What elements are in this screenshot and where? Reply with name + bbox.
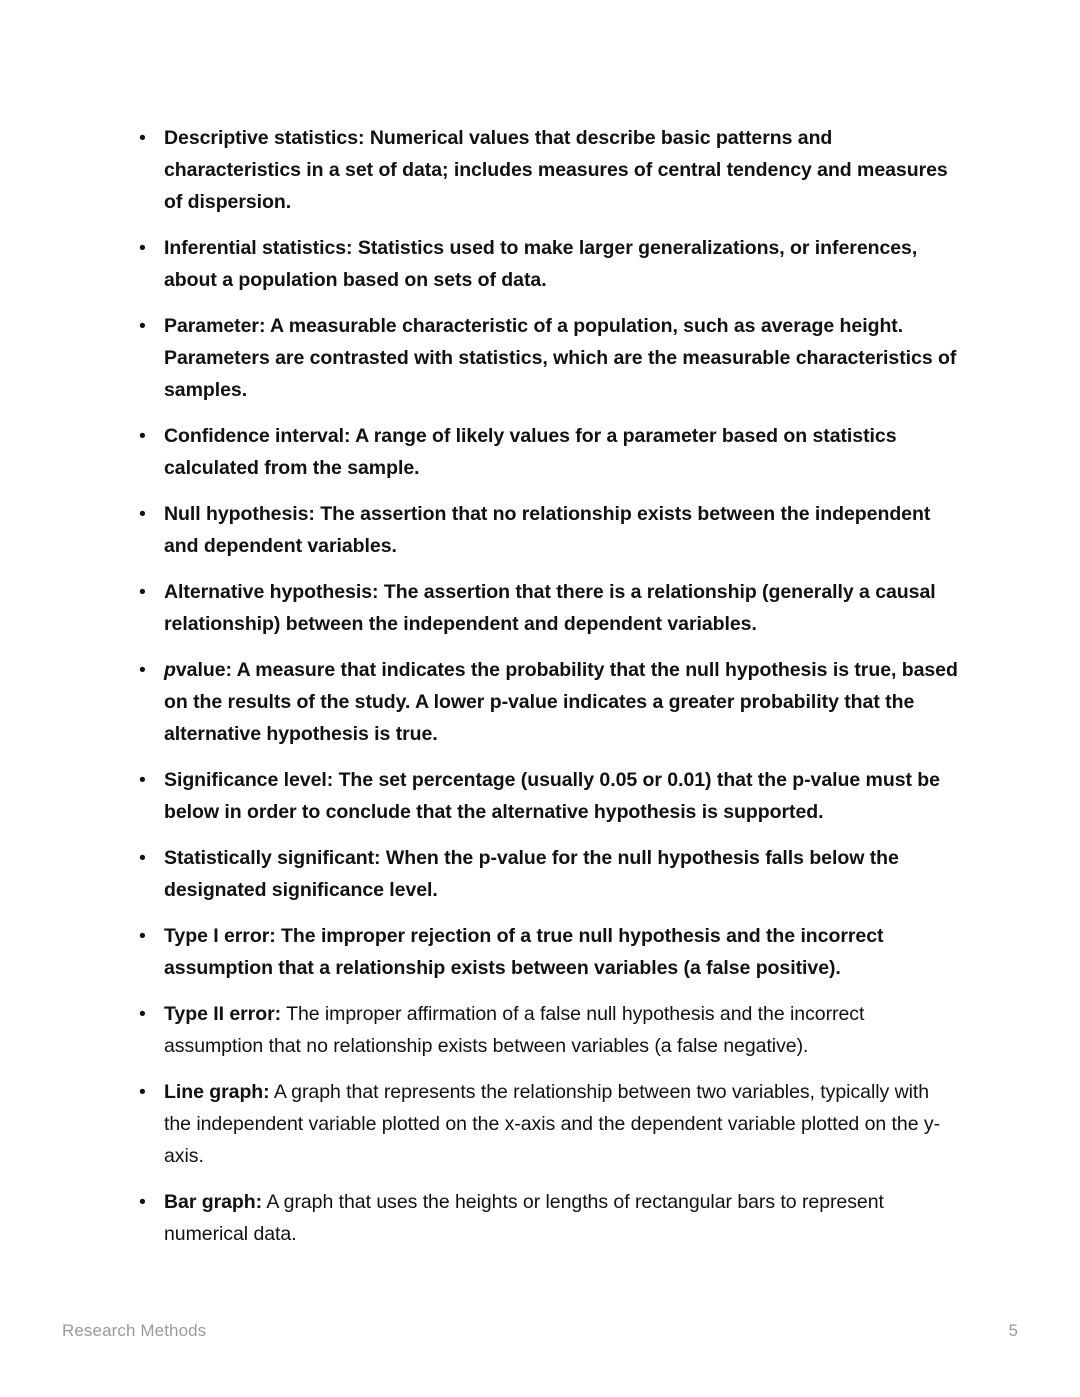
bullet-point-icon: •	[139, 925, 146, 947]
glossary-bullet-text	[164, 232, 960, 296]
glossary-term: Type II error:	[164, 1003, 282, 1025]
bullet-point-icon: •	[139, 1003, 146, 1025]
glossary-bullet-text	[164, 1076, 960, 1172]
glossary-definition: Statistics used to make larger generalizations, or inferences, about a population based on sets of data.	[164, 237, 918, 291]
glossary-term: Descriptive statistics:	[164, 127, 365, 149]
footer-document-title: Research Methods	[62, 1321, 207, 1340]
bullet-point-icon: •	[139, 769, 146, 791]
glossary-content	[130, 122, 960, 1250]
glossary-term: Statistically significant:	[164, 847, 381, 869]
glossary-term: Alternative hypothesis:	[164, 581, 379, 603]
glossary-definition: The improper rejection of a true null hypothesis and the incorrect assumption that a relationship exists between variables (a false positive).	[164, 925, 884, 979]
glossary-definition: The assertion that there is a relationship (generally a causal relationship) between the independent and dependent variables.	[164, 581, 936, 635]
glossary-definition: When the p-value for the null hypothesis falls below the designated significance level.	[164, 847, 899, 901]
glossary-bullet-item	[130, 1076, 960, 1172]
bullet-point-icon: •	[139, 315, 146, 337]
bullet-point-icon: •	[139, 1191, 146, 1213]
glossary-definition: The improper affirmation of a false null hypothesis and the incorrect assumption that no relationship exists between variables (a false negative).	[164, 1003, 865, 1057]
glossary-definition: A measurable characteristic of a population, such as average height. Parameters are contrasted with statistics, which are the measurable characteristics of samples.	[164, 315, 957, 401]
glossary-bullet-item	[130, 1186, 960, 1250]
glossary-bullet-text	[164, 420, 960, 484]
glossary-term: Line graph:	[164, 1081, 270, 1103]
glossary-term: Type I error:	[164, 925, 276, 947]
footer-page-number: 5	[1008, 1321, 1018, 1340]
glossary-term: Inferential statistics:	[164, 237, 353, 259]
bullet-point-icon: •	[139, 659, 146, 681]
glossary-bullet-list	[130, 122, 960, 1250]
bullet-point-icon: •	[139, 425, 146, 447]
glossary-definition: A graph that uses the heights or lengths of rectangular bars to represent numerical data.	[164, 1191, 884, 1245]
glossary-definition: Numerical values that describe basic patterns and characteristics in a set of data; includes measures of central tendency and measures of dispersion.	[164, 127, 948, 213]
bullet-point-icon: •	[139, 847, 146, 869]
glossary-term: Parameter:	[164, 315, 266, 337]
glossary-definition: The assertion that no relationship exists between the independent and dependent variables.	[164, 503, 931, 557]
glossary-bullet-text	[164, 920, 960, 984]
glossary-bullet-item	[130, 654, 960, 750]
glossary-bullet-text	[164, 576, 960, 640]
glossary-bullet-text	[164, 842, 960, 906]
glossary-definition: A measure that indicates the probability that the null hypothesis is true, based on the results of the study. A lower p-value indicates a greater probability that the alternative hypothesis is true.	[164, 659, 958, 745]
bullet-point-icon: •	[139, 1081, 146, 1103]
glossary-definition: A range of likely values for a parameter based on statistics calculated from the sample.	[164, 425, 897, 479]
glossary-bullet-item	[130, 576, 960, 640]
bullet-point-icon: •	[139, 237, 146, 259]
glossary-bullet-item	[130, 310, 960, 406]
glossary-bullet-text	[164, 998, 960, 1062]
glossary-bullet-item	[130, 764, 960, 828]
glossary-bullet-text	[164, 764, 960, 828]
glossary-bullet-text	[164, 654, 960, 750]
glossary-term: Significance level:	[164, 769, 334, 791]
bullet-point-icon: •	[139, 503, 146, 525]
glossary-bullet-item	[130, 122, 960, 218]
glossary-bullet-text	[164, 122, 960, 218]
glossary-definition: The set percentage (usually 0.05 or 0.01) that the p-value must be below in order to conclude that the alternative hypothesis is supported.	[164, 769, 940, 823]
bullet-point-icon: •	[139, 127, 146, 149]
glossary-bullet-item	[130, 232, 960, 296]
glossary-bullet-text	[164, 310, 960, 406]
page-footer	[62, 1316, 1018, 1346]
glossary-bullet-item	[130, 842, 960, 906]
glossary-bullet-item	[130, 998, 960, 1062]
glossary-bullet-item	[130, 920, 960, 984]
glossary-bullet-item	[130, 420, 960, 484]
bullet-point-icon: •	[139, 581, 146, 603]
glossary-bullet-item	[130, 498, 960, 562]
glossary-definition: A graph that represents the relationship between two variables, typically with the independent variable plotted on the x-axis and the dependent variable plotted on the y-axis.	[164, 1081, 941, 1167]
glossary-term: Confidence interval:	[164, 425, 351, 447]
glossary-term: value:	[175, 659, 232, 681]
glossary-term: Bar graph:	[164, 1191, 263, 1213]
glossary-term-italic: p	[164, 659, 176, 681]
glossary-bullet-text	[164, 498, 960, 562]
glossary-term: Null hypothesis:	[164, 503, 315, 525]
glossary-bullet-text	[164, 1186, 960, 1250]
